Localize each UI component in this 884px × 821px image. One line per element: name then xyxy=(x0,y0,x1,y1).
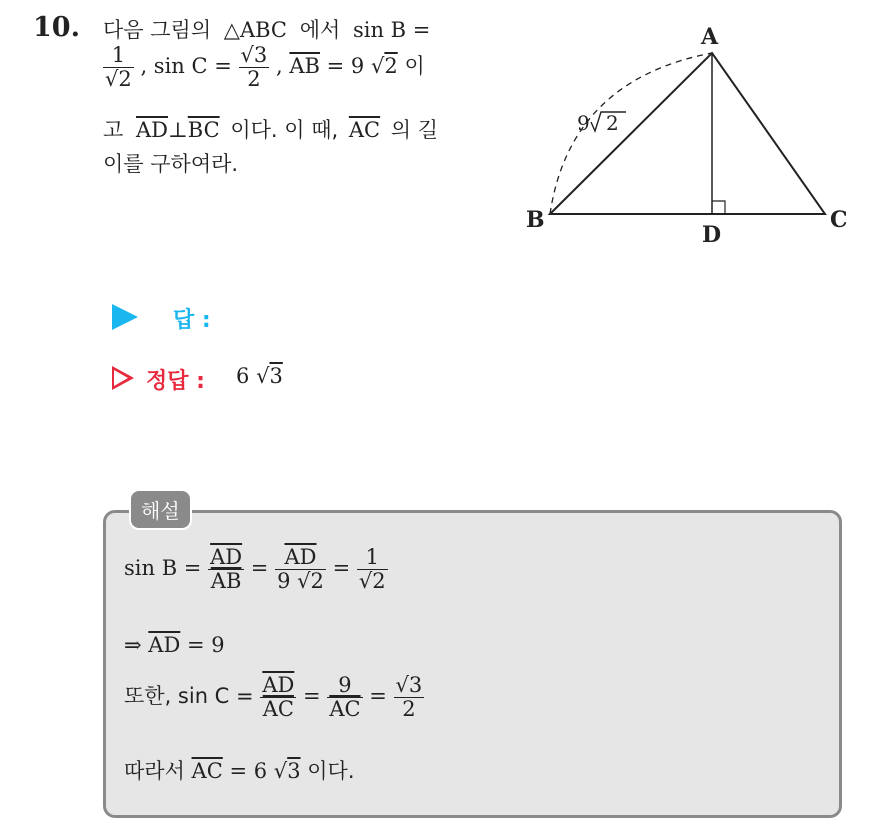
radicand: 3 xyxy=(287,759,301,783)
right-angle-mark xyxy=(712,201,725,214)
solution-line-1 xyxy=(124,546,388,593)
equals: = xyxy=(369,684,387,709)
segment-AB: $\overline{AB}$ xyxy=(289,54,320,79)
frac-1-over-sqrt2 xyxy=(357,546,388,593)
coef: 9 xyxy=(277,569,291,594)
equals: = xyxy=(250,556,269,581)
problem-line-4: 이를 구하여라. xyxy=(103,152,239,176)
denominator: 9 √2 xyxy=(277,569,324,594)
correct-coef: 6 xyxy=(236,364,250,388)
label-C: C xyxy=(830,207,848,233)
frac-AD-over-9sqrt2 xyxy=(275,546,326,593)
therefore: 따라서 xyxy=(124,759,185,783)
correct-value xyxy=(236,364,283,388)
answer-arrow-icon xyxy=(112,304,138,330)
frac-AD-over-AB xyxy=(208,546,244,593)
problem-text-eseo: 에서 xyxy=(299,18,341,42)
sinB-text: sin B = xyxy=(352,18,431,42)
triangle-figure xyxy=(520,20,860,250)
problem-line-1 xyxy=(103,14,430,44)
radicand: 2 xyxy=(384,54,398,79)
solution-line-4 xyxy=(124,755,355,785)
numerator: 1 xyxy=(111,43,126,67)
correct-arrow-inner xyxy=(114,370,128,386)
numerator: 9 xyxy=(338,673,352,697)
denominator: √2 xyxy=(358,569,386,594)
correct-arrow-icon xyxy=(112,366,134,390)
sinC-text: , sin C = xyxy=(140,54,232,79)
segment-AC: $\overline{AC}$ xyxy=(348,118,381,142)
label-D: D xyxy=(702,222,722,248)
text-gil: 의 길 xyxy=(390,118,439,142)
comma: , xyxy=(275,54,283,79)
label-B: B xyxy=(526,207,545,233)
denominator: AB xyxy=(208,569,244,593)
eq-nine: = 9 xyxy=(326,54,365,79)
fraction-1-over-sqrt2 xyxy=(103,44,134,91)
side-label-coef: 9 xyxy=(577,111,590,135)
frac-AD-over-AC xyxy=(260,674,296,721)
equals: = xyxy=(303,684,321,709)
perp-symbol: ⊥ xyxy=(168,118,188,142)
triangle-ABC xyxy=(550,53,825,214)
radicand: 3 xyxy=(253,43,268,67)
correct-label: 정답 : xyxy=(146,369,205,394)
segment-AC: $\overline{AC}$ xyxy=(191,759,223,783)
correct-sqrt: √3 xyxy=(256,364,283,388)
denominator: AC xyxy=(260,697,296,721)
solution-tag: 해설 xyxy=(129,489,192,530)
problem-line-3 xyxy=(103,114,438,144)
numerator: √3 xyxy=(395,673,423,697)
fraction-sqrt3-over-2 xyxy=(239,44,270,91)
sinB: sin B = xyxy=(124,556,202,581)
sqrt-2: √2 xyxy=(370,54,398,79)
particle-i: 이 xyxy=(404,54,425,79)
numerator: $\overline{AD}$ xyxy=(284,545,317,569)
radicand: 2 xyxy=(118,67,132,92)
denominator: √2 xyxy=(105,67,132,92)
denominator: 2 xyxy=(394,697,425,721)
problem-text-intro: 다음 그림의 xyxy=(103,18,212,42)
label-A: A xyxy=(701,24,719,50)
numerator: $\overline{AD}$ xyxy=(210,545,243,569)
question-number: 10. xyxy=(33,12,80,43)
segment-BC: $\overline{BC}$ xyxy=(187,118,220,142)
problem-line-2 xyxy=(103,44,425,91)
denominator: AC xyxy=(329,697,361,722)
sqrt-3: √3 xyxy=(273,759,301,783)
implies-symbol: ⇒ xyxy=(124,633,142,657)
text-ida: 이다. 이 때, xyxy=(230,118,339,142)
segment-AD: $\overline{AD}$ xyxy=(135,118,168,142)
frac-sqrt3-over-2 xyxy=(394,674,425,721)
numerator: √3 xyxy=(240,43,268,67)
eq-six: = 6 xyxy=(229,759,268,783)
segment-AD: $\overline{AD}$ xyxy=(148,633,181,657)
frac-9-over-AC xyxy=(327,674,362,721)
text-go: 고 xyxy=(103,118,124,142)
ida: 이다. xyxy=(307,759,355,783)
also-sinC: 또한, sin C = xyxy=(124,684,254,709)
radicand: 3 xyxy=(408,673,423,697)
denominator: 2 xyxy=(239,67,270,91)
numerator: $\overline{AD}$ xyxy=(262,673,295,697)
numerator: 1 xyxy=(365,545,379,569)
radicand: 3 xyxy=(269,364,283,388)
solution-line-2 xyxy=(124,633,225,657)
radicand: 2 xyxy=(372,569,386,594)
solution-line-3 xyxy=(124,674,424,721)
radicand: 2 xyxy=(310,569,324,594)
answer-label: 답 : xyxy=(173,308,211,333)
side-label-rad: 2 xyxy=(606,111,619,135)
equals: = xyxy=(332,556,351,581)
triangle-name: △ABC xyxy=(223,18,288,42)
eq-nine: = 9 xyxy=(187,633,225,657)
